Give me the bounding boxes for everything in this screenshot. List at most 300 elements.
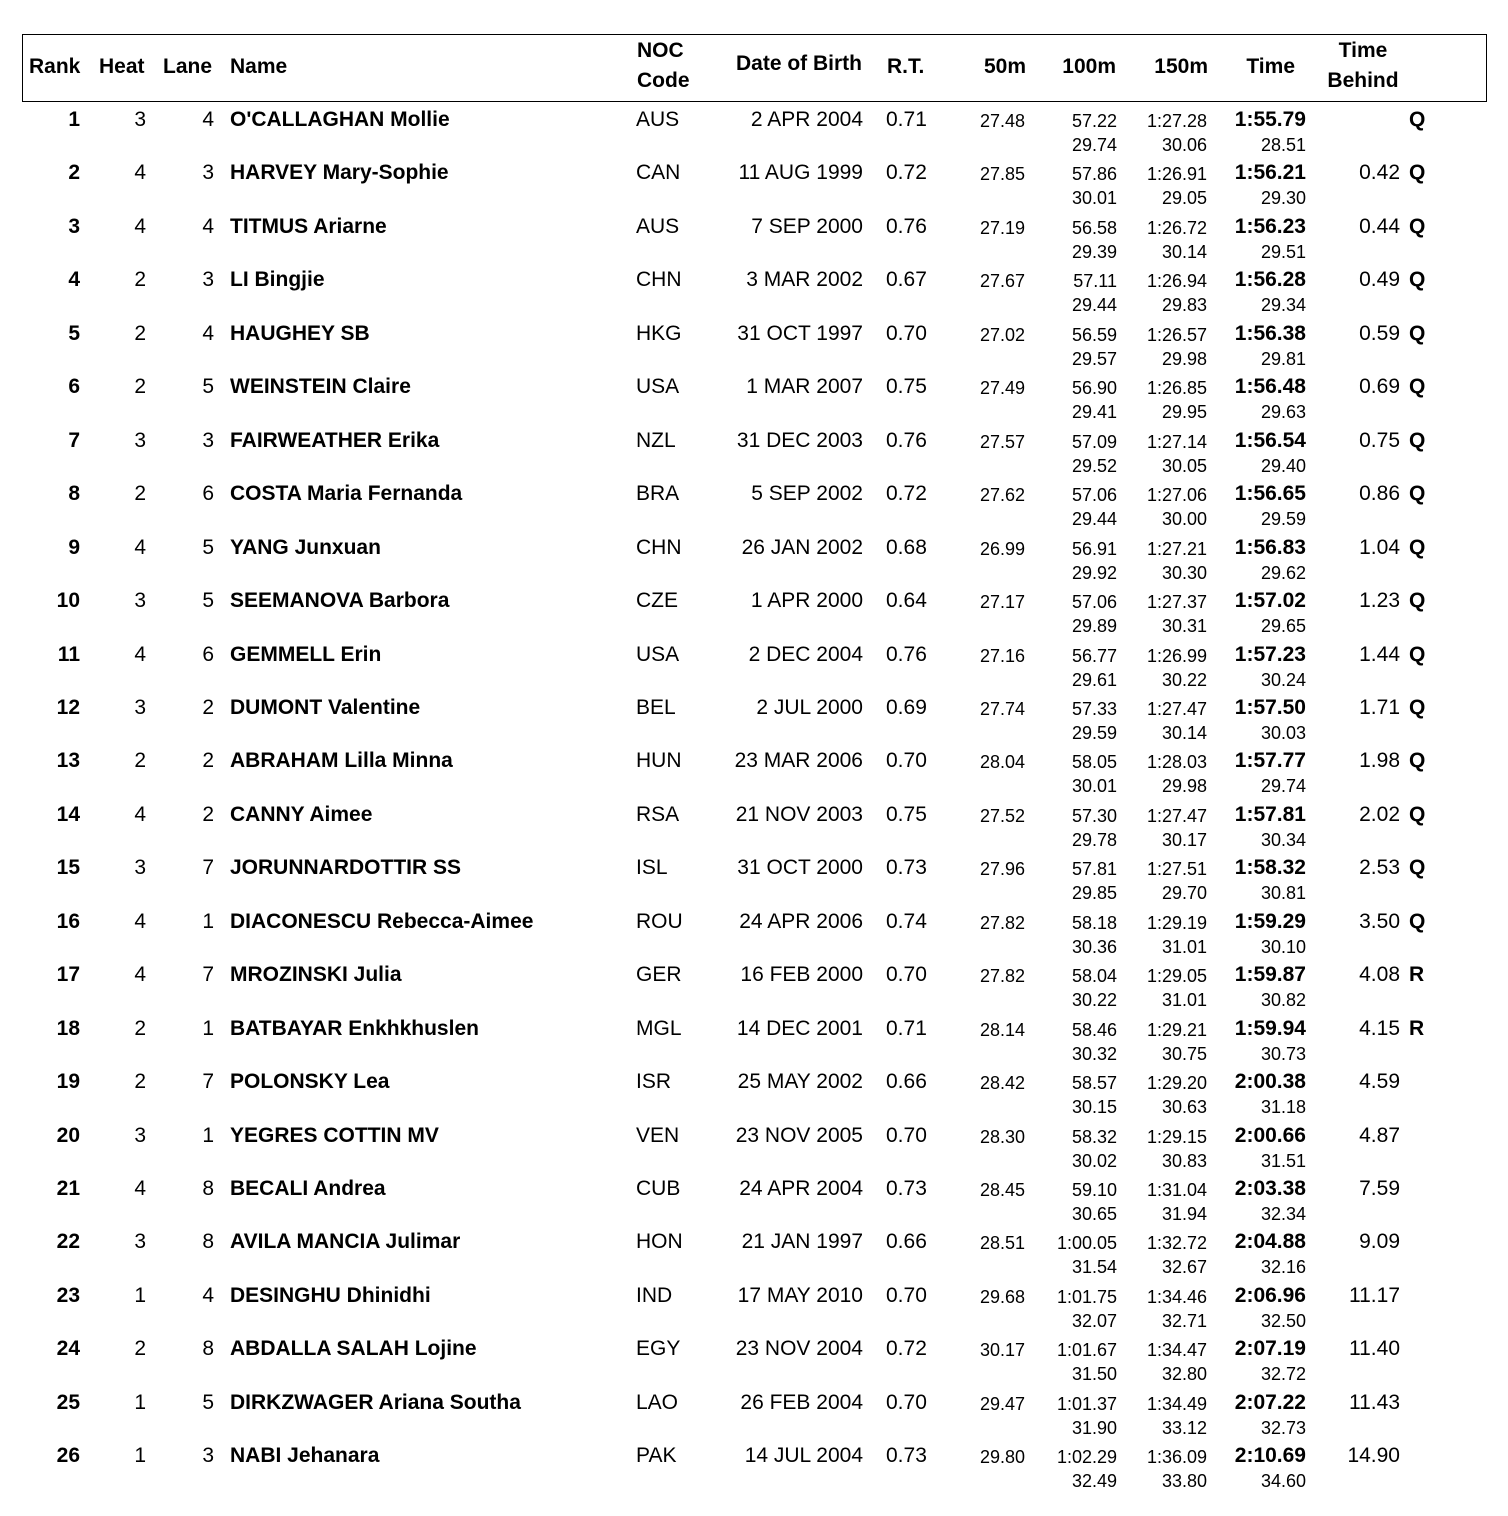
final-time: 2:10.69 xyxy=(1234,1444,1306,1468)
date-of-birth: 1 MAR 2007 xyxy=(746,375,863,399)
qualification-mark: Q xyxy=(1409,909,1426,933)
heat-cell: 3 xyxy=(134,428,146,452)
split-100m: 58.05 xyxy=(1071,752,1117,773)
split-150m: 1:26.99 xyxy=(1146,645,1207,666)
time-behind: 1.44 xyxy=(1359,642,1400,666)
time-behind: 0.86 xyxy=(1359,482,1400,506)
qualification-mark: Q xyxy=(1409,749,1426,773)
heat-cell: 4 xyxy=(134,214,146,238)
date-of-birth: 2 DEC 2004 xyxy=(748,642,863,666)
qualification-mark: Q xyxy=(1409,535,1426,559)
lap-100m: 30.15 xyxy=(1071,1097,1117,1118)
date-of-birth: 23 NOV 2005 xyxy=(735,1123,863,1147)
lane-cell: 5 xyxy=(202,1390,214,1414)
final-time: 2:07.19 xyxy=(1234,1337,1306,1361)
lap-100m: 29.44 xyxy=(1071,295,1117,316)
split-50m: 27.82 xyxy=(979,912,1025,933)
lap-200m: 29.40 xyxy=(1260,455,1306,476)
lane-cell: 1 xyxy=(202,1123,214,1147)
lap-100m: 32.07 xyxy=(1071,1310,1117,1331)
heat-cell: 2 xyxy=(134,749,146,773)
lap-150m: 29.70 xyxy=(1161,883,1207,904)
athlete-name: LI Bingjie xyxy=(230,268,325,292)
reaction-time: 0.71 xyxy=(886,1016,927,1040)
date-of-birth: 17 MAY 2010 xyxy=(737,1283,863,1307)
split-50m: 27.96 xyxy=(979,859,1025,880)
split-50m: 28.45 xyxy=(979,1180,1025,1200)
noc-code: ROU xyxy=(636,909,683,933)
date-of-birth: 14 JUL 2004 xyxy=(744,1444,863,1468)
noc-code: PAK xyxy=(636,1444,677,1468)
lap-150m: 30.06 xyxy=(1161,135,1207,155)
final-time: 1:58.32 xyxy=(1234,856,1306,880)
time-behind: 0.49 xyxy=(1359,268,1400,292)
final-time: 1:59.87 xyxy=(1234,963,1306,987)
split-50m: 26.99 xyxy=(979,538,1025,559)
lap-100m: 30.01 xyxy=(1071,188,1117,209)
lane-cell: 2 xyxy=(202,695,214,719)
rank-cell: 14 xyxy=(56,802,80,826)
lane-cell: 7 xyxy=(202,963,214,987)
lap-100m: 30.36 xyxy=(1071,936,1117,957)
lap-200m: 29.63 xyxy=(1260,402,1306,423)
athlete-name: WEINSTEIN Claire xyxy=(230,375,411,399)
lap-150m: 30.75 xyxy=(1161,1043,1207,1064)
reaction-time: 0.76 xyxy=(886,642,927,666)
time-behind: 4.15 xyxy=(1359,1016,1400,1040)
lap-100m: 29.89 xyxy=(1071,616,1117,637)
time-behind: 1.71 xyxy=(1359,695,1400,719)
heat-cell: 1 xyxy=(134,1390,146,1414)
final-time: 2:00.38 xyxy=(1234,1070,1306,1094)
split-100m: 56.59 xyxy=(1071,324,1117,345)
time-behind: 2.02 xyxy=(1359,802,1400,826)
split-150m: 1:26.57 xyxy=(1146,324,1207,345)
noc-code: ISL xyxy=(636,856,668,880)
lap-150m: 32.71 xyxy=(1161,1310,1207,1331)
lane-cell: 3 xyxy=(202,428,214,452)
lap-100m: 29.44 xyxy=(1071,509,1117,530)
lap-150m: 29.98 xyxy=(1161,348,1207,369)
heat-cell: 3 xyxy=(134,856,146,880)
athlete-name: DUMONT Valentine xyxy=(230,695,421,719)
date-of-birth: 24 APR 2004 xyxy=(739,1177,863,1200)
lap-100m: 30.02 xyxy=(1071,1150,1117,1171)
lap-100m: 29.61 xyxy=(1071,669,1117,690)
split-100m: 59.10 xyxy=(1071,1180,1117,1200)
noc-code: IND xyxy=(636,1283,673,1307)
lap-100m: 29.59 xyxy=(1071,722,1117,743)
final-time: 2:04.88 xyxy=(1234,1230,1306,1254)
lane-cell: 4 xyxy=(202,214,214,238)
lap-200m: 30.81 xyxy=(1260,883,1306,904)
split-50m: 27.16 xyxy=(979,645,1025,666)
time-behind: 1.23 xyxy=(1359,589,1400,613)
date-of-birth: 31 OCT 1997 xyxy=(737,321,863,345)
split-50m: 27.17 xyxy=(979,592,1025,613)
time-behind: 9.09 xyxy=(1359,1230,1400,1254)
athlete-name: NABI Jehanara xyxy=(230,1444,380,1468)
lap-100m: 29.39 xyxy=(1071,241,1117,262)
final-time: 1:56.65 xyxy=(1234,482,1306,506)
final-time: 1:56.38 xyxy=(1234,321,1306,345)
date-of-birth: 23 NOV 2004 xyxy=(735,1337,863,1361)
athlete-name: YANG Junxuan xyxy=(230,535,381,559)
athlete-name: BATBAYAR Enkhkhuslen xyxy=(230,1016,479,1040)
noc-code: GER xyxy=(636,963,682,987)
split-100m: 58.04 xyxy=(1071,966,1117,987)
header-split-50m: 50m xyxy=(983,55,1026,78)
lap-150m: 30.83 xyxy=(1161,1150,1207,1171)
split-150m: 1:34.47 xyxy=(1146,1340,1207,1361)
rank-cell: 10 xyxy=(56,589,80,613)
qualification-mark: Q xyxy=(1409,802,1426,826)
split-50m: 27.48 xyxy=(979,111,1025,131)
split-50m: 30.17 xyxy=(979,1340,1025,1361)
qualification-mark: Q xyxy=(1409,375,1426,399)
lap-200m: 29.81 xyxy=(1260,348,1306,369)
reaction-time: 0.64 xyxy=(886,589,927,613)
reaction-time: 0.69 xyxy=(886,695,927,719)
time-behind: 0.75 xyxy=(1359,428,1400,452)
split-100m: 58.18 xyxy=(1071,912,1117,933)
split-100m: 57.30 xyxy=(1071,805,1117,826)
lap-200m: 29.30 xyxy=(1260,188,1306,209)
split-50m: 27.82 xyxy=(979,966,1025,987)
final-time: 1:56.48 xyxy=(1234,375,1306,399)
lane-cell: 4 xyxy=(202,321,214,345)
lane-cell: 5 xyxy=(202,375,214,399)
lap-150m: 29.83 xyxy=(1161,295,1207,316)
lap-200m: 32.16 xyxy=(1260,1257,1306,1278)
split-100m: 57.06 xyxy=(1071,485,1117,506)
heat-cell: 3 xyxy=(134,695,146,719)
lap-200m: 32.34 xyxy=(1260,1204,1306,1224)
reaction-time: 0.68 xyxy=(886,535,927,559)
date-of-birth: 2 JUL 2000 xyxy=(756,695,863,719)
lane-cell: 5 xyxy=(202,589,214,613)
reaction-time: 0.70 xyxy=(886,1123,927,1147)
qualification-mark: Q xyxy=(1409,268,1426,292)
qualification-mark: Q xyxy=(1409,642,1426,666)
time-behind: 0.44 xyxy=(1359,214,1400,238)
athlete-name: ABRAHAM Lilla Minna xyxy=(230,749,453,773)
date-of-birth: 23 MAR 2006 xyxy=(734,749,863,773)
rank-cell: 21 xyxy=(56,1177,80,1200)
final-time: 1:55.79 xyxy=(1234,108,1306,131)
split-150m: 1:26.91 xyxy=(1146,164,1207,185)
final-time: 1:56.23 xyxy=(1234,214,1306,238)
lane-cell: 4 xyxy=(202,1283,214,1307)
heat-cell: 3 xyxy=(134,1230,146,1254)
lap-100m: 30.65 xyxy=(1071,1204,1117,1224)
rank-cell: 19 xyxy=(56,1070,80,1094)
final-time: 1:59.29 xyxy=(1234,909,1306,933)
heat-cell: 1 xyxy=(134,1283,146,1307)
rank-cell: 1 xyxy=(68,108,80,131)
qualification-mark: Q xyxy=(1409,482,1426,506)
lap-150m: 30.14 xyxy=(1161,722,1207,743)
lap-100m: 29.41 xyxy=(1071,402,1117,423)
reaction-time: 0.70 xyxy=(886,321,927,345)
reaction-time: 0.75 xyxy=(886,375,927,399)
lane-cell: 2 xyxy=(202,802,214,826)
split-50m: 27.62 xyxy=(979,485,1025,506)
lap-200m: 30.34 xyxy=(1260,829,1306,850)
rank-cell: 26 xyxy=(56,1444,80,1468)
heat-cell: 3 xyxy=(134,108,146,131)
final-time: 2:03.38 xyxy=(1234,1177,1306,1200)
split-100m: 1:01.75 xyxy=(1056,1286,1117,1307)
split-150m: 1:34.46 xyxy=(1146,1286,1207,1307)
final-time: 1:56.21 xyxy=(1234,161,1306,185)
header-heat: Heat xyxy=(99,55,145,78)
lap-100m: 31.50 xyxy=(1071,1364,1117,1385)
final-time: 1:57.81 xyxy=(1234,802,1306,826)
split-100m: 57.06 xyxy=(1071,592,1117,613)
split-50m: 28.42 xyxy=(979,1073,1025,1094)
athlete-name: HAUGHEY SB xyxy=(230,321,370,345)
split-50m: 27.49 xyxy=(979,378,1025,399)
rank-cell: 17 xyxy=(56,963,80,987)
date-of-birth: 21 NOV 2003 xyxy=(735,802,863,826)
athlete-name: YEGRES COTTIN MV xyxy=(230,1123,439,1147)
split-150m: 1:27.47 xyxy=(1146,805,1207,826)
final-time: 1:57.50 xyxy=(1234,695,1306,719)
time-behind: 1.98 xyxy=(1359,749,1400,773)
split-50m: 27.19 xyxy=(979,217,1025,238)
lane-cell: 6 xyxy=(202,482,214,506)
qualification-mark: Q xyxy=(1409,108,1426,131)
lap-150m: 32.80 xyxy=(1161,1364,1207,1385)
lane-cell: 6 xyxy=(202,642,214,666)
qualification-mark: Q xyxy=(1409,428,1426,452)
rank-cell: 16 xyxy=(56,909,80,933)
lap-200m: 29.34 xyxy=(1260,295,1306,316)
reaction-time: 0.70 xyxy=(886,963,927,987)
lap-100m: 29.78 xyxy=(1071,829,1117,850)
noc-code: HON xyxy=(636,1230,683,1254)
lap-150m: 30.31 xyxy=(1161,616,1207,637)
header-rt: R.T. xyxy=(887,55,925,78)
split-100m: 58.32 xyxy=(1071,1126,1117,1147)
athlete-name: TITMUS Ariarne xyxy=(230,214,387,238)
lap-150m: 30.17 xyxy=(1161,829,1207,850)
lap-200m: 30.73 xyxy=(1260,1043,1306,1064)
lane-cell: 7 xyxy=(202,1070,214,1094)
reaction-time: 0.70 xyxy=(886,1390,927,1414)
heat-cell: 4 xyxy=(134,1177,146,1200)
header-name: Name xyxy=(230,55,288,78)
rank-cell: 18 xyxy=(56,1016,80,1040)
lane-cell: 3 xyxy=(202,1444,214,1468)
date-of-birth: 7 SEP 2000 xyxy=(751,214,863,238)
reaction-time: 0.76 xyxy=(886,428,927,452)
split-150m: 1:26.72 xyxy=(1146,217,1207,238)
date-of-birth: 3 MAR 2002 xyxy=(746,268,863,292)
reaction-time: 0.72 xyxy=(886,1337,927,1361)
reaction-time: 0.73 xyxy=(886,1177,927,1200)
lap-100m: 29.92 xyxy=(1071,562,1117,583)
split-150m: 1:27.21 xyxy=(1146,538,1207,559)
qualification-mark: Q xyxy=(1409,589,1426,613)
heat-cell: 3 xyxy=(134,589,146,613)
rank-cell: 9 xyxy=(68,535,80,559)
final-time: 1:59.94 xyxy=(1234,1016,1306,1040)
final-time: 2:06.96 xyxy=(1234,1283,1306,1307)
rank-cell: 2 xyxy=(68,161,80,185)
split-100m: 57.22 xyxy=(1071,111,1117,131)
noc-code: CUB xyxy=(636,1177,681,1200)
lane-cell: 8 xyxy=(202,1230,214,1254)
split-50m: 29.68 xyxy=(979,1286,1025,1307)
reaction-time: 0.71 xyxy=(886,108,927,131)
noc-code: HKG xyxy=(636,321,682,345)
split-150m: 1:29.21 xyxy=(1146,1019,1207,1040)
date-of-birth: 11 AUG 1999 xyxy=(738,161,863,185)
split-50m: 28.04 xyxy=(979,752,1025,773)
lap-200m: 31.18 xyxy=(1260,1097,1306,1118)
noc-code: CAN xyxy=(636,161,681,185)
split-150m: 1:27.06 xyxy=(1146,485,1207,506)
lane-cell: 7 xyxy=(202,856,214,880)
noc-code: MGL xyxy=(636,1016,682,1040)
split-50m: 28.30 xyxy=(979,1126,1025,1147)
lap-100m: 30.22 xyxy=(1071,990,1117,1011)
noc-code: ISR xyxy=(636,1070,672,1094)
rank-cell: 4 xyxy=(68,268,80,292)
lane-cell: 8 xyxy=(202,1337,214,1361)
rank-cell: 8 xyxy=(68,482,80,506)
lap-200m: 34.60 xyxy=(1260,1471,1306,1492)
time-behind: 4.08 xyxy=(1359,963,1400,987)
final-time: 1:56.83 xyxy=(1234,535,1306,559)
reaction-time: 0.70 xyxy=(886,749,927,773)
rank-cell: 25 xyxy=(56,1390,80,1414)
split-100m: 57.81 xyxy=(1071,859,1117,880)
heat-cell: 4 xyxy=(134,535,146,559)
split-150m: 1:27.37 xyxy=(1146,592,1207,613)
lap-150m: 30.63 xyxy=(1161,1097,1207,1118)
rank-cell: 20 xyxy=(56,1123,80,1147)
final-time: 2:07.22 xyxy=(1234,1390,1306,1414)
lap-150m: 31.94 xyxy=(1161,1204,1207,1224)
lap-100m: 29.52 xyxy=(1071,455,1117,476)
split-50m: 27.52 xyxy=(979,805,1025,826)
heat-cell: 2 xyxy=(134,321,146,345)
header-split-100m: 100m xyxy=(1062,55,1116,78)
qualification-mark: R xyxy=(1409,963,1425,987)
lane-cell: 1 xyxy=(202,1016,214,1040)
lap-200m: 32.73 xyxy=(1260,1417,1306,1438)
athlete-name: O'CALLAGHAN Mollie xyxy=(230,108,450,131)
final-time: 1:57.77 xyxy=(1234,749,1306,773)
split-50m: 27.02 xyxy=(979,324,1025,345)
reaction-time: 0.66 xyxy=(886,1070,927,1094)
split-50m: 27.67 xyxy=(979,271,1025,292)
athlete-name: DESINGHU Dhinidhi xyxy=(230,1283,431,1307)
split-100m: 1:00.05 xyxy=(1056,1233,1117,1254)
noc-code: BRA xyxy=(636,482,680,506)
noc-code: CHN xyxy=(636,268,682,292)
reaction-time: 0.70 xyxy=(886,1283,927,1307)
lap-100m: 29.74 xyxy=(1071,135,1117,155)
split-100m: 1:02.29 xyxy=(1056,1447,1117,1468)
lap-150m: 30.00 xyxy=(1161,509,1207,530)
split-50m: 27.85 xyxy=(979,164,1025,185)
lap-150m: 30.22 xyxy=(1161,669,1207,690)
time-behind: 0.59 xyxy=(1359,321,1400,345)
time-behind: 11.43 xyxy=(1349,1390,1400,1414)
split-150m: 1:29.15 xyxy=(1146,1126,1207,1147)
date-of-birth: 31 DEC 2003 xyxy=(736,428,863,452)
lap-150m: 31.01 xyxy=(1161,936,1207,957)
lap-150m: 33.12 xyxy=(1161,1417,1207,1438)
heat-cell: 4 xyxy=(134,642,146,666)
athlete-name: POLONSKY Lea xyxy=(230,1070,390,1094)
date-of-birth: 31 OCT 2000 xyxy=(737,856,863,880)
qualification-mark: R xyxy=(1409,1016,1425,1040)
date-of-birth: 5 SEP 2002 xyxy=(751,482,863,506)
noc-code: NZL xyxy=(636,428,676,452)
lap-100m: 29.85 xyxy=(1071,883,1117,904)
heat-cell: 4 xyxy=(134,963,146,987)
reaction-time: 0.76 xyxy=(886,214,927,238)
rank-cell: 12 xyxy=(56,695,80,719)
split-150m: 1:34.49 xyxy=(1146,1393,1207,1414)
split-150m: 1:31.04 xyxy=(1146,1180,1207,1200)
lap-200m: 29.62 xyxy=(1260,562,1306,583)
header-dob: Date of Birth xyxy=(736,52,862,75)
lane-cell: 5 xyxy=(202,535,214,559)
split-100m: 58.46 xyxy=(1071,1019,1117,1040)
time-behind: 3.50 xyxy=(1359,909,1400,933)
noc-code: AUS xyxy=(636,214,680,238)
reaction-time: 0.73 xyxy=(886,856,927,880)
time-behind: 4.59 xyxy=(1359,1070,1400,1094)
time-behind: 7.59 xyxy=(1359,1177,1400,1200)
rank-cell: 7 xyxy=(68,428,80,452)
date-of-birth: 21 JAN 1997 xyxy=(741,1230,863,1254)
heat-cell: 3 xyxy=(134,1123,146,1147)
heat-cell: 2 xyxy=(134,1070,146,1094)
rank-cell: 3 xyxy=(68,214,80,238)
split-50m: 28.14 xyxy=(979,1019,1025,1040)
header-rank: Rank xyxy=(29,55,81,78)
split-150m: 1:26.85 xyxy=(1146,378,1207,399)
header-lane: Lane xyxy=(163,55,213,78)
rank-cell: 24 xyxy=(56,1337,80,1361)
final-time: 2:00.66 xyxy=(1234,1123,1306,1147)
noc-code: AUS xyxy=(636,108,680,131)
date-of-birth: 2 APR 2004 xyxy=(750,108,863,131)
date-of-birth: 14 DEC 2001 xyxy=(736,1016,863,1040)
header-noc-line1: NOC xyxy=(637,39,684,62)
split-150m: 1:29.20 xyxy=(1146,1073,1207,1094)
noc-code: USA xyxy=(636,642,680,666)
noc-code: CHN xyxy=(636,535,682,559)
lap-150m: 30.30 xyxy=(1161,562,1207,583)
rank-cell: 11 xyxy=(57,642,80,666)
lane-cell: 2 xyxy=(202,749,214,773)
reaction-time: 0.72 xyxy=(886,161,927,185)
lap-200m: 28.51 xyxy=(1260,135,1306,155)
split-50m: 27.74 xyxy=(979,698,1025,719)
reaction-time: 0.72 xyxy=(886,482,927,506)
rank-cell: 5 xyxy=(68,321,80,345)
athlete-name: JORUNNARDOTTIR SS xyxy=(230,856,462,880)
rank-cell: 6 xyxy=(68,375,80,399)
